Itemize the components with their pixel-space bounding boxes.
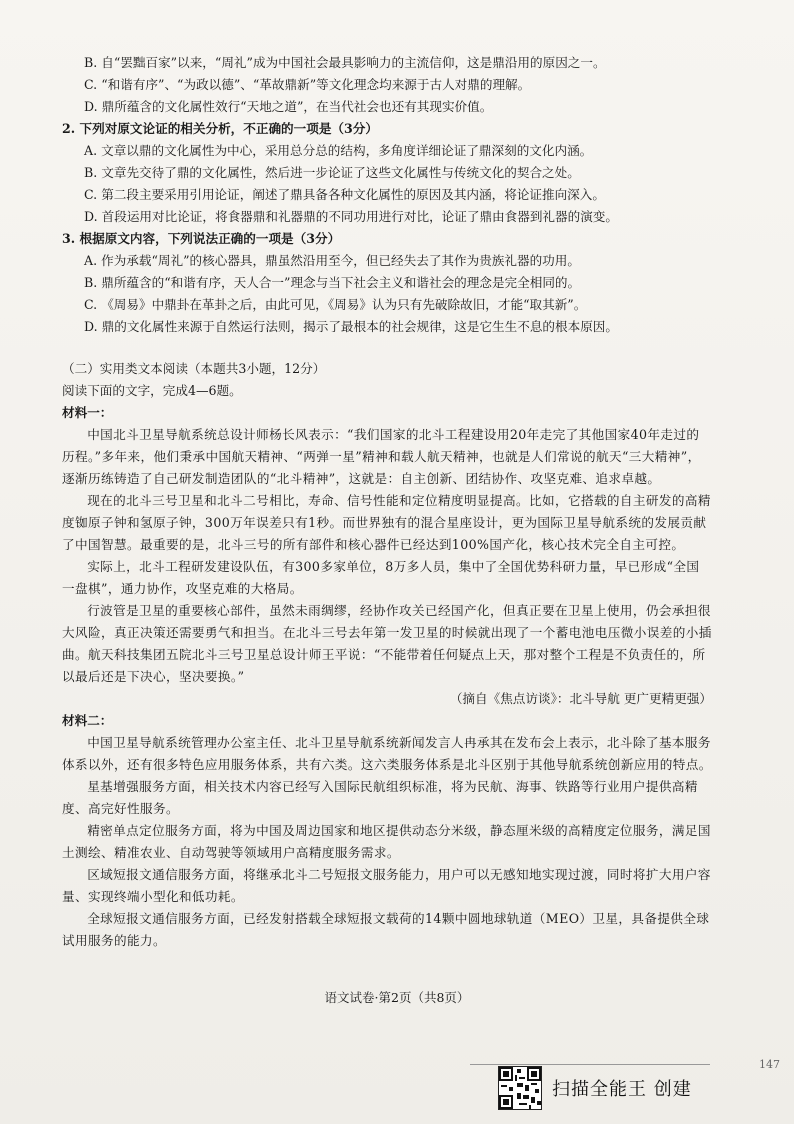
q3-option-a: A. 作为承载“周礼”的核心器具，鼎虽然沿用至今，但已经失去了其作为贵族礼器的功用。 (84, 253, 580, 268)
scanner-label: 扫描全能王 创建 (552, 1079, 692, 1100)
material2-paragraph: 精密单点定位服务方面，将为中国及周边国家和地区提供动态分米级，静态厘米级的高精度定位服务，满足国土测绘、精准农业、自动驾驶等领域用户高精度服务需求。 (62, 823, 711, 860)
material2-title: 材料二： (62, 713, 113, 728)
q3-option-b: B. 鼎所蕴含的“和谐有序，天人合一”理念与当下社会主义和谐社会的理念是完全相同的。 (84, 275, 581, 290)
qr-code-icon (498, 1066, 542, 1110)
q2-stem: 2. 下列对原文论证的相关分析，不正确的一项是（3分） (62, 121, 378, 136)
scanner-watermark (498, 1066, 692, 1110)
q2-option-c: C. 第二段主要采用引用论证，阐述了鼎具备各种文化属性的原因及其内涵，将论证推向深入。 (84, 187, 605, 202)
q2-option-a: A. 文章以鼎的文化属性为中心，采用总分总的结构，多角度详细论证了鼎深刻的文化内涵。 (84, 143, 593, 158)
page-footer: 语文试卷·第2页（共8页） (324, 990, 470, 1005)
section-title: （二）实用类文本阅读（本题共3小题，12分） (62, 361, 326, 376)
q3-option-c: C. 《周易》中鼎卦在革卦之后，由此可见，《周易》认为只有先破除故旧，才能“取其新”。 (84, 297, 587, 312)
q2-option-b: B. 文章先交待了鼎的文化属性，然后进一步论证了这些文化属性与传统文化的契合之处。 (84, 165, 580, 180)
material2-paragraph: 全球短报文通信服务方面，已经发射搭载全球短报文载荷的14颗中圆地球轨道（MEO）卫星，具备提供全球试用服务的能力。 (62, 911, 710, 948)
material1-paragraph: 实际上，北斗工程研发建设队伍，有300多家单位，8万多人员，集中了全国优势科研力量，早已形成“全国一盘棋”，通力协作，攻坚克难的大格局。 (62, 559, 700, 596)
page-content (62, 52, 712, 952)
material1-paragraph: 行波管是卫星的重要核心部件，虽然未雨绸缪，经协作攻关已经国产化，但真正要在卫星上使用，仍会承担很大风险，真正决策还需要勇气和担当。在北斗三号去年第一发卫星的时候就出现了一个蓄电池电压微小误差的小插曲。航天科技集团五院北斗三号卫星总设计师王平说：“不能带着任何疑点上天，那对整个工程是不负责任的，所以最后还是下决心，坚决要换。” (62, 603, 712, 684)
q1-option-c: C. “和谐有序”、“为政以德”、“革故鼎新”等文化理念均来源于古人对鼎的理解。 (84, 77, 531, 92)
q3-stem: 3. 根据原文内容，下列说法正确的一项是（3分） (62, 231, 341, 246)
material1-source: （摘自《焦点访谈》：北斗导航 更广更精更强） (449, 691, 712, 706)
q3-option-d: D. 鼎的文化属性来源于自然运行法则，揭示了最根本的社会规律，这是它生生不息的根本原因。 (84, 319, 618, 334)
material2-paragraph: 星基增强服务方面，相关技术内容已经写入国际民航组织标准，将为民航、海事、铁路等行业用户提供高精度、高完好性服务。 (62, 779, 698, 816)
material1-paragraph: 现在的北斗三号卫星和北斗二号相比，寿命、信号性能和定位精度明显提高。比如，它搭载的自主研发的高精度铷原子钟和氢原子钟，300万年误差只有1秒。而世界独有的混合星座设计，更为国际卫星导航系统的发展贡献了中国智慧。最重要的是，北斗三号的所有部件和核心器件已经达到100%国产化，核心技术完全自主可控。 (62, 493, 711, 552)
q1-option-d: D. 鼎所蕴含的文化属性效行“天地之道”，在当代社会也还有其现实价值。 (84, 99, 493, 114)
material1-paragraph: 中国北斗卫星导航系统总设计师杨长风表示：“我们国家的北斗工程建设用20年走完了其他国家40年走过的历程。”多年来，他们秉承中国航天精神、“两弹一星”精神和载人航天精神，也就是人们常说的航天“三大精神”，逐渐历练铸造了自己研发制造团队的“北斗精神”，这就是：自主创新、团结协作、攻坚克难、追求卓越。 (62, 427, 701, 486)
material2-paragraph: 中国卫星导航系统管理办公室主任、北斗卫星导航系统新闻发言人冉承其在发布会上表示，北斗除了基本服务体系以外，还有很多特色应用服务体系，共有六类。这六类服务体系是北斗区别于其他导航系统创新应用的特点。 (62, 735, 712, 772)
footer-divider (470, 1064, 710, 1065)
section-instruction: 阅读下面的文字，完成4—6题。 (62, 383, 242, 398)
q2-option-d: D. 首段运用对比论证，将食器鼎和礼器鼎的不同功用进行对比，论证了鼎由食器到礼器的演变。 (84, 209, 618, 224)
material1-title: 材料一： (62, 405, 113, 420)
material2-paragraph: 区域短报文通信服务方面，将继承北斗二号短报文服务能力，用户可以无感知地实现过渡，同时将扩大用户容量、实现终端小型化和低功耗。 (62, 867, 711, 904)
q1-option-b: B. 自“罢黜百家”以来，“周礼”成为中国社会最具影响力的主流信仰，这是鼎沿用的原因之一。 (84, 55, 606, 70)
corner-mark: 147 (759, 1058, 780, 1071)
